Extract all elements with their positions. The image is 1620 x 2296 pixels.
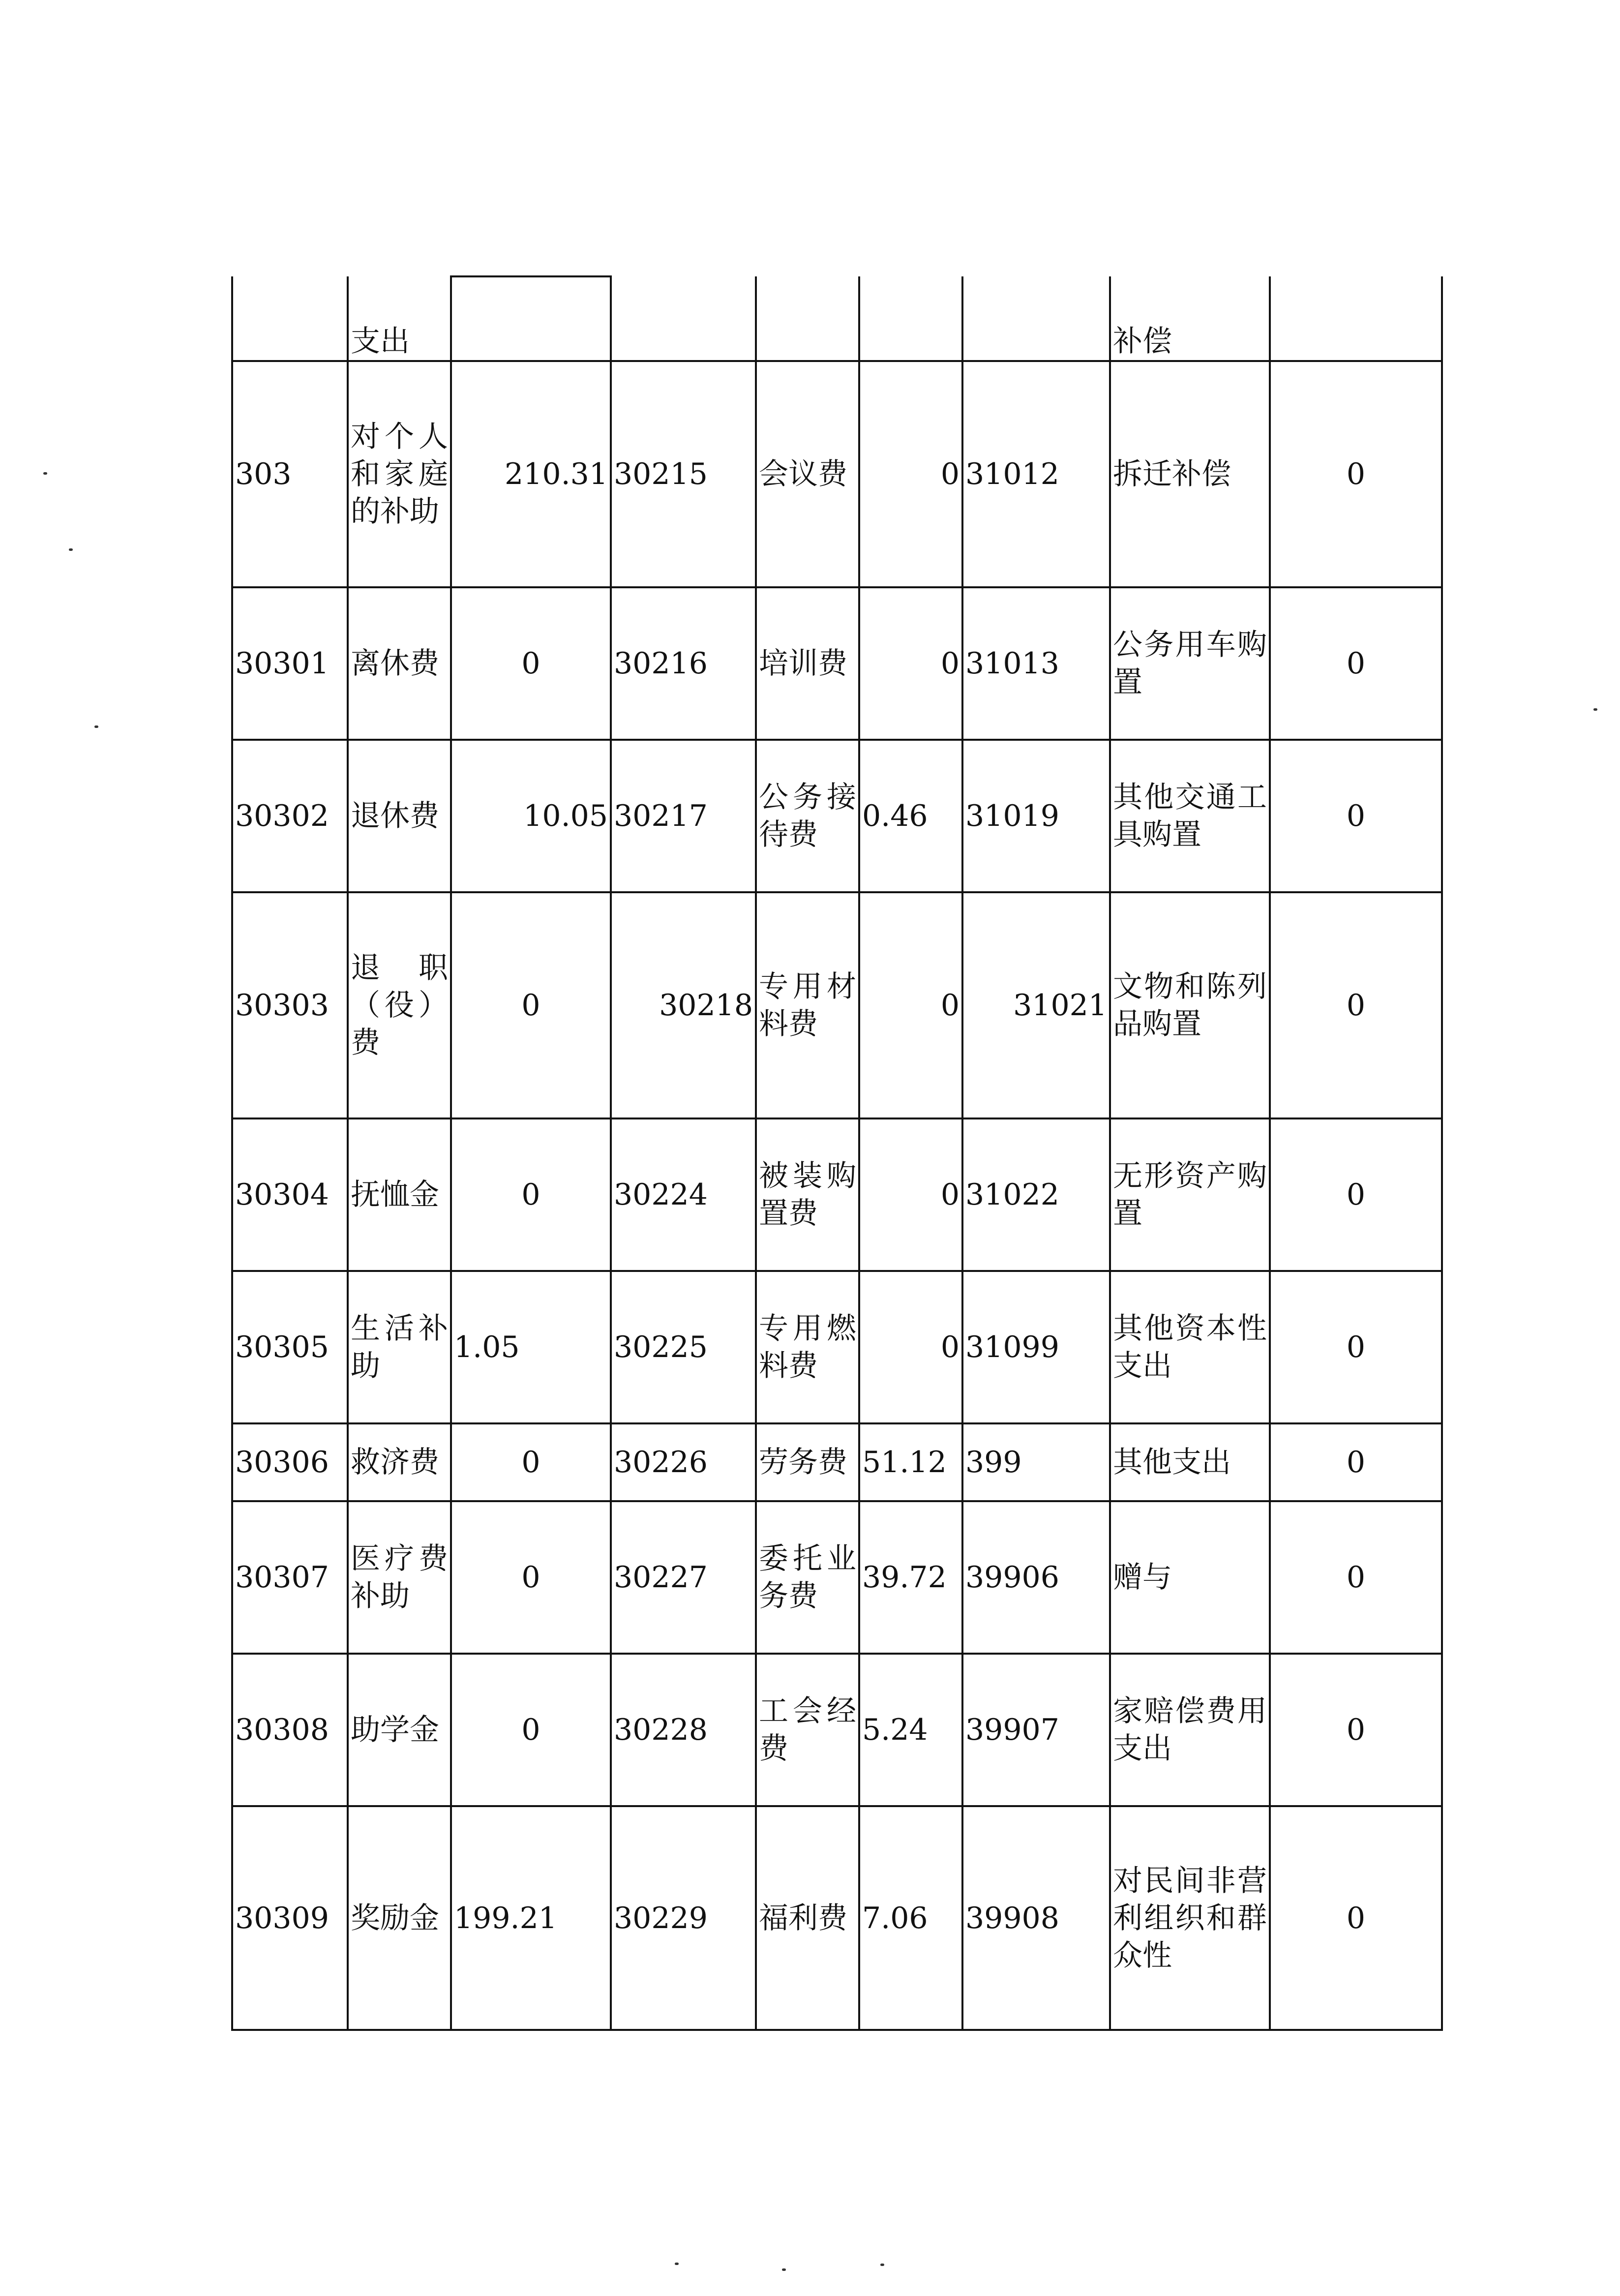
item-name-3: 其他交通工具购置: [1110, 740, 1270, 892]
item-name-2: 福利费: [756, 1806, 859, 2030]
econ-code-2: 30216: [611, 587, 756, 740]
table-row: [232, 1423, 1442, 1501]
amount-2: 7.06: [859, 1806, 962, 2030]
econ-code-1: 30307: [232, 1501, 348, 1654]
item-name-2: 专用材料费: [756, 892, 859, 1118]
scan-speck: [675, 2263, 679, 2265]
item-name-3: 其他支出: [1110, 1423, 1270, 1501]
amount-3: 0: [1270, 892, 1442, 1118]
amount-3: 0: [1270, 361, 1442, 587]
item-name-3: 其他资本性支出: [1110, 1271, 1270, 1423]
amount-1: 0: [451, 1501, 611, 1654]
item-name-1: 支出: [348, 276, 451, 361]
item-name-3: 对民间非营利组织和群众性: [1110, 1806, 1270, 2030]
econ-code-2: 30215: [611, 361, 756, 587]
item-name-2: 会议费: [756, 361, 859, 587]
amount-2: 0: [859, 1118, 962, 1271]
econ-code-2: 30225: [611, 1271, 756, 1423]
scan-speck: [782, 2268, 786, 2271]
amount-3: 0: [1270, 1271, 1442, 1423]
item-name-1: 退职（役）费: [348, 892, 451, 1118]
item-name-1: 离休费: [348, 587, 451, 740]
amount-1: 0: [451, 1118, 611, 1271]
table-row: [232, 1806, 1442, 2030]
econ-code-3: 39907: [962, 1654, 1110, 1806]
econ-code-1: 30309: [232, 1806, 348, 2030]
item-name-3: 文物和陈列品购置: [1110, 892, 1270, 1118]
table-row: [232, 361, 1442, 587]
item-name-1: 生活补助: [348, 1271, 451, 1423]
amount-2: 0: [859, 587, 962, 740]
econ-code-3: 39906: [962, 1501, 1110, 1654]
item-name-3: 拆迁补偿: [1110, 361, 1270, 587]
item-name-1: 医疗费补助: [348, 1501, 451, 1654]
scan-speck: [94, 725, 98, 728]
amount-3: 0: [1270, 740, 1442, 892]
table-row: [232, 740, 1442, 892]
item-name-3: 补偿: [1110, 276, 1270, 361]
item-name-2: 劳务费: [756, 1423, 859, 1501]
item-name-2: 工会经费: [756, 1654, 859, 1806]
amount-1: 0: [451, 892, 611, 1118]
econ-code-1: 303: [232, 361, 348, 587]
amount-2: 39.72: [859, 1501, 962, 1654]
table-row: [232, 1501, 1442, 1654]
amount-1: 0: [451, 587, 611, 740]
table-row: [232, 276, 1442, 361]
amount-3: 0: [1270, 1423, 1442, 1501]
amount-1: 199.21: [451, 1806, 611, 2030]
econ-code-1: 30305: [232, 1271, 348, 1423]
econ-code-3: 39908: [962, 1806, 1110, 2030]
amount-3: 0: [1270, 1654, 1442, 1806]
item-name-3: 公务用车购置: [1110, 587, 1270, 740]
item-name-2: 培训费: [756, 587, 859, 740]
item-name-1: 对个人和家庭的补助: [348, 361, 451, 587]
amount-2: 5.24: [859, 1654, 962, 1806]
econ-code-3: [962, 276, 1110, 361]
item-name-1: 奖励金: [348, 1806, 451, 2030]
item-name-2: 公务接待费: [756, 740, 859, 892]
item-name-1: 助学金: [348, 1654, 451, 1806]
item-name-3: 赠与: [1110, 1501, 1270, 1654]
amount-2: 51.12: [859, 1423, 962, 1501]
table-row: [232, 1271, 1442, 1423]
amount-3: 0: [1270, 1501, 1442, 1654]
econ-code-2: 30224: [611, 1118, 756, 1271]
econ-code-3: 31099: [962, 1271, 1110, 1423]
amount-2: 0: [859, 361, 962, 587]
item-name-3: 家赔偿费用支出: [1110, 1654, 1270, 1806]
item-name-2: 委托业务费: [756, 1501, 859, 1654]
amount-3: 0: [1270, 587, 1442, 740]
table-row: [232, 1118, 1442, 1271]
econ-code-2: 30217: [611, 740, 756, 892]
item-name-2: 专用燃料费: [756, 1271, 859, 1423]
econ-code-1: 30308: [232, 1654, 348, 1806]
amount-3: 0: [1270, 1118, 1442, 1271]
amount-1: [451, 276, 611, 361]
econ-code-1: 30301: [232, 587, 348, 740]
econ-code-2: 30229: [611, 1806, 756, 2030]
econ-code-3: 399: [962, 1423, 1110, 1501]
econ-code-2: [611, 276, 756, 361]
amount-1: 0: [451, 1423, 611, 1501]
econ-code-3: 31012: [962, 361, 1110, 587]
amount-2: 0: [859, 892, 962, 1118]
expense-table: [231, 275, 1443, 2031]
amount-2: 0: [859, 1271, 962, 1423]
econ-code-2: 30218: [611, 892, 756, 1118]
item-name-1: 退休费: [348, 740, 451, 892]
scan-speck: [43, 472, 47, 475]
econ-code-1: [232, 276, 348, 361]
amount-2: 0.46: [859, 740, 962, 892]
amount-2: [859, 276, 962, 361]
item-name-2: [756, 276, 859, 361]
econ-code-2: 30227: [611, 1501, 756, 1654]
item-name-1: 抚恤金: [348, 1118, 451, 1271]
amount-1: 1.05: [451, 1271, 611, 1423]
amount-3: [1270, 276, 1442, 361]
table-row: [232, 1654, 1442, 1806]
econ-code-3: 31021: [962, 892, 1110, 1118]
econ-code-1: 30304: [232, 1118, 348, 1271]
item-name-3: 无形资产购置: [1110, 1118, 1270, 1271]
scan-speck: [880, 2264, 884, 2266]
econ-code-1: 30302: [232, 740, 348, 892]
econ-code-3: 31022: [962, 1118, 1110, 1271]
table-row: [232, 587, 1442, 740]
table-row: [232, 892, 1442, 1118]
econ-code-2: 30228: [611, 1654, 756, 1806]
scan-speck: [1593, 708, 1597, 711]
scan-speck: [69, 548, 73, 551]
econ-code-2: 30226: [611, 1423, 756, 1501]
item-name-1: 救济费: [348, 1423, 451, 1501]
econ-code-1: 30306: [232, 1423, 348, 1501]
item-name-2: 被装购置费: [756, 1118, 859, 1271]
econ-code-3: 31019: [962, 740, 1110, 892]
econ-code-1: 30303: [232, 892, 348, 1118]
econ-code-3: 31013: [962, 587, 1110, 740]
amount-1: 210.31: [451, 361, 611, 587]
amount-3: 0: [1270, 1806, 1442, 2030]
amount-1: 0: [451, 1654, 611, 1806]
amount-1: 10.05: [451, 740, 611, 892]
